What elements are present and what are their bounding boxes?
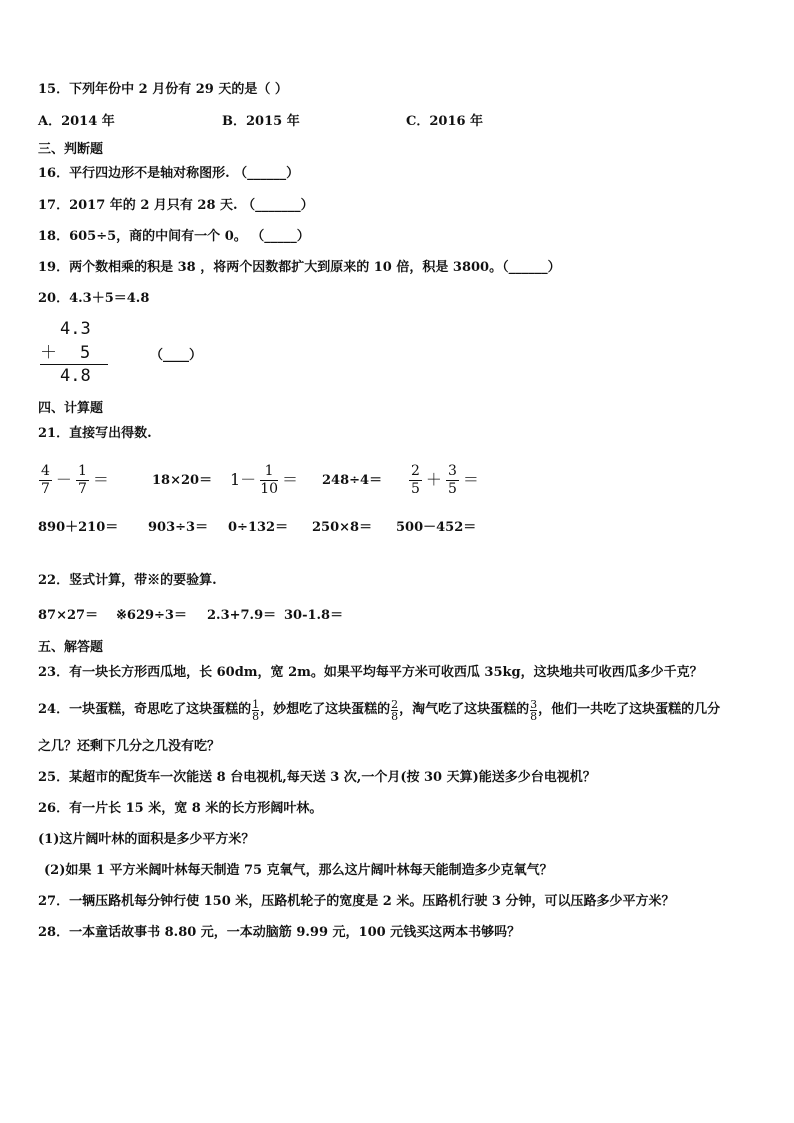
question-18: 18．605÷5，商的中间有一个 0。 （_____） — [38, 229, 310, 244]
question-21: 21．直接写出得数. — [38, 426, 152, 441]
fraction: $\frac{2}{5}$ — [411, 462, 420, 497]
section-judgement-heading: 三、判断题 — [38, 142, 104, 157]
fraction: 3 8 — [530, 697, 538, 723]
vertical-line-1: 4.3 — [60, 319, 91, 339]
q21-expr-5: $\frac{2}{5}$ ＋ $\frac{3}{5}$ ＝ — [411, 462, 479, 497]
question-22: 22．竖式计算，带※的要验算. — [38, 573, 217, 588]
q21-row2-expr-5: 500－452＝ — [396, 520, 477, 535]
q22-item-2: ※629÷3＝ — [116, 608, 187, 623]
question-24: 24．一块蛋糕，奇思吃了这块蛋糕的 1 8 ，妙想吃了这块蛋糕的 2 8 ，淘气吃了这块蛋糕的 3 8 ，他们一共吃了这块蛋糕的几分 — [38, 697, 721, 723]
question-15: 15．下列年份中 2 月份有 29 天的是（ ） — [38, 82, 288, 97]
fraction: $\frac{4}{7}$ — [41, 462, 50, 497]
vertical-addend: 5 — [80, 343, 91, 363]
question-17: 17．2017 年的 2 月只有 28 天. （_______） — [38, 198, 314, 213]
fraction: 1 8 — [252, 697, 260, 723]
fraction: $\frac{1}{10}$ — [260, 462, 279, 497]
q15-option-a: A．2014 年 — [38, 114, 115, 129]
vertical-result: 4.8 — [60, 366, 91, 386]
plus-sign: ＋ — [40, 343, 57, 363]
q15-option-b: B．2015 年 — [222, 114, 300, 129]
q21-expr-2: 18×20＝ — [152, 473, 213, 488]
question-25: 25．某超市的配货车一次能送 8 台电视机,每天送 3 次,一个月(按 30 天算)能送多少台电视机？ — [38, 770, 596, 785]
question-16: 16．平行四边形不是轴对称图形. （______） — [38, 166, 300, 181]
q21-row2-expr-4: 250×8＝ — [312, 520, 373, 535]
q15-option-c: C．2016 年 — [406, 114, 484, 129]
q21-expr-1: $\frac{4}{7}$ － $\frac{1}{7}$ ＝ — [41, 462, 109, 497]
question-23: 23．有一块长方形西瓜地，长 60dm，宽 2m。如果平均每平方米可收西瓜 35kg，这块地共可收西瓜多少千克？ — [38, 665, 703, 680]
question-26-sub-2: (2)如果 1 平方米阔叶林每天制造 75 克氧气，那么这片阔叶林每天能制造多少克氧气？ — [44, 863, 553, 878]
question-20: 20．4.3＋5＝4.8 — [38, 291, 150, 306]
question-28: 28．一本童话故事书 8.80 元，一本动脑筋 9.99 元，100 元钱买这两本书够吗？ — [38, 925, 521, 940]
q22-item-4: 30-1.8＝ — [284, 608, 344, 623]
q21-row2-expr-2: 903÷3＝ — [148, 520, 209, 535]
q21-expr-4: 248÷4＝ — [322, 473, 383, 488]
q22-item-1: 87×27＝ — [38, 608, 99, 623]
section-calculation-heading: 四、计算题 — [38, 401, 104, 416]
fraction: $\frac{3}{5}$ — [447, 462, 457, 497]
fraction: 2 8 — [391, 697, 399, 723]
q21-row2-expr-1: 890＋210＝ — [38, 520, 119, 535]
q21-expr-3: 1－ $\frac{1}{10}$ ＝ — [230, 462, 299, 497]
question-24-line-2: 之几？还剩下几分之几没有吃？ — [38, 739, 221, 754]
question-27: 27．一辆压路机每分钟行使 150 米，压路机轮子的宽度是 2 米。压路机行驶 3 分钟，可以压路多少平方米？ — [38, 894, 675, 909]
q22-item-3: 2.3+7.9＝ — [207, 608, 277, 623]
q20-answer-blank: （____） — [150, 348, 203, 363]
question-26: 26．有一片长 15 米，宽 8 米的长方形阔叶林。 — [38, 801, 323, 816]
question-26-sub-1: (1)这片阔叶林的面积是多少平方米？ — [38, 832, 255, 847]
question-19: 19．两个数相乘的积是 38 ，将两个因数都扩大到原来的 10 倍，积是 3800。（______） — [38, 260, 561, 275]
fraction: $\frac{1}{7}$ — [77, 462, 87, 497]
vertical-addition — [40, 318, 112, 388]
q21-row2-expr-3: 0÷132＝ — [228, 520, 289, 535]
section-answer-heading: 五、解答题 — [38, 640, 104, 655]
